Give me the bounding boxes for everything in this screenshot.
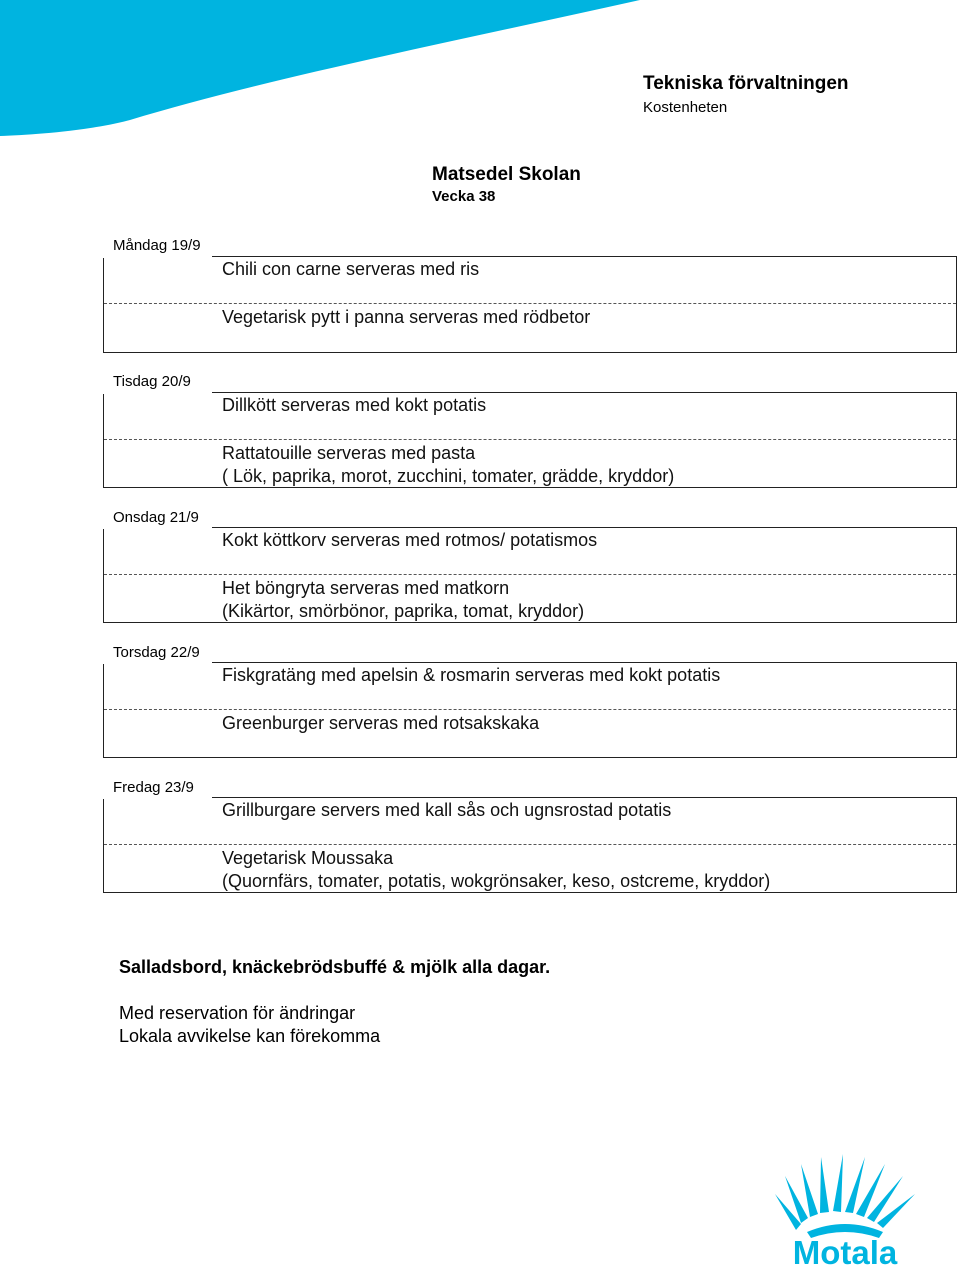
day-table: [103, 527, 957, 623]
meal-line: Dillkött serveras med kokt potatis: [222, 395, 487, 415]
meal-option-1: [222, 664, 956, 687]
meal-line: Fiskgratäng med apelsin & rosmarin serveras med kokt potatis: [222, 665, 721, 685]
meal-line: Het böngryta serveras med matkorn: [222, 578, 510, 598]
svg-text:Motala: Motala: [792, 1234, 898, 1268]
meal-divider: [104, 709, 956, 710]
day-label: Fredag 23/9: [113, 779, 194, 796]
meal-line: Grillburgare servers med kall sås och ugnsrostad potatis: [222, 800, 672, 820]
day-table: [103, 256, 957, 353]
meal-line: (Quornfärs, tomater, potatis, wokgrönsaker, keso, ostcreme, kryddor): [222, 871, 771, 891]
meal-divider: [104, 439, 956, 440]
meal-option-1: [222, 799, 956, 822]
day-table: [103, 797, 957, 893]
motala-logo: [763, 1152, 927, 1268]
meal-option-2: [222, 306, 956, 329]
meal-option-1: [222, 258, 956, 281]
meal-line: ( Lök, paprika, morot, zucchini, tomater, grädde, kryddor): [222, 466, 675, 486]
day-label: Torsdag 22/9: [113, 644, 200, 661]
day-label: Tisdag 20/9: [113, 373, 191, 390]
meal-line: Kokt köttkorv serveras med rotmos/ potatismos: [222, 530, 598, 550]
meal-option-1: [222, 529, 956, 552]
meal-line: Vegetarisk Moussaka: [222, 848, 394, 868]
meal-divider: [104, 844, 956, 845]
menu-week: Vecka 38: [432, 188, 496, 205]
reservation-note: Med reservation för ändringar: [119, 1003, 356, 1023]
salad-bar-note: Salladsbord, knäckebrödsbuffé & mjölk alla dagar.: [119, 957, 551, 977]
meal-line: Chili con carne serveras med ris: [222, 259, 480, 279]
day-table: [103, 662, 957, 758]
local-variation-note: Lokala avvikelse kan förekomma: [119, 1026, 381, 1046]
header-banner: [0, 0, 960, 140]
motala-sun-fan-icon: [775, 1154, 915, 1238]
day-label: Måndag 19/9: [113, 237, 201, 254]
meal-option-2: [222, 577, 956, 623]
meal-line: Greenburger serveras med rotsakskaka: [222, 713, 540, 733]
meal-option-2: [222, 847, 956, 893]
meal-line: Rattatouille serveras med pasta: [222, 443, 476, 463]
menu-title: Matsedel Skolan: [432, 164, 581, 185]
meal-divider: [104, 303, 956, 304]
meal-line: Vegetarisk pytt i panna serveras med rödbetor: [222, 307, 591, 327]
meal-option-2: [222, 442, 956, 488]
meal-divider: [104, 574, 956, 575]
meal-option-1: [222, 394, 956, 417]
day-label: Onsdag 21/9: [113, 509, 199, 526]
meal-line: (Kikärtor, smörbönor, paprika, tomat, kryddor): [222, 601, 585, 621]
org-name: Tekniska förvaltningen: [643, 73, 849, 94]
day-table: [103, 392, 957, 488]
meal-option-2: [222, 712, 956, 735]
org-unit: Kostenheten: [643, 99, 728, 116]
